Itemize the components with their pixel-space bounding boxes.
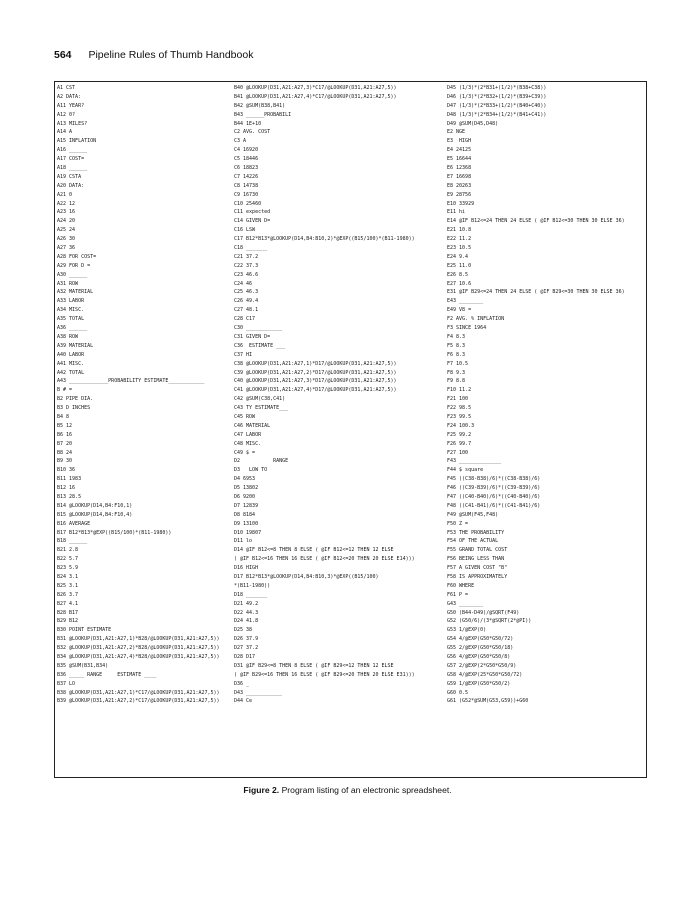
listing-line: B24 3.1 [57,573,79,580]
listing-line: A18 ______ [57,165,88,172]
listing-line: E24 9.4 [447,253,469,260]
listing-line: ( @IF B12<=16 THEN 16 ELSE ( @IF B12<=20 THEN 20 ELSE E14))) [234,556,415,563]
listing-line: C3 A [234,138,247,145]
listing-line: F57 A GIVEN COST "B" [447,565,508,572]
listing-line: E22 11.2 [447,236,472,243]
listing-line: C26 49.4 [234,298,259,305]
listing-line: E6 12368 [447,165,472,172]
listing-line: E3 HIGH [447,138,472,145]
page-number: 564 [54,49,72,61]
listing-line: B34 @LOOKUP(D31,A21:A27,4)*B28/@LOOKUP(D31,A21:A27,5)) [57,654,220,660]
listing-line: C21 37.2 [234,253,259,260]
listing-line: F5 8.3 [447,342,466,349]
listing-line: B16 AVERAGE [57,520,91,527]
listing-line: E23 10.5 [447,245,472,252]
listing-line: A17 COST= [57,156,85,163]
listing-line: A22 12 [57,200,76,207]
listing-line: C43 TY ESTIMATE___ [234,405,289,412]
listing-line: G57 2/@EXP(2*G50*G50/9) [447,662,517,669]
listing-line: F44 $ square [447,467,484,474]
listing-line: F56 BEING LESS THAN [447,556,505,563]
listing-line: A25 24 [57,227,76,234]
listing-line: D17 B12*B13*@LOOKUP(D14,B4:B10,3)*@EXP((B15/100) [234,573,379,580]
listing-line: F54 OF THE ACTUAL [447,538,499,545]
listing-line: A12 0? [57,111,76,118]
listing-line: G55 2/@EXP(G50*G50/18) [447,645,514,652]
listing-line: B27 4.1 [57,600,79,607]
listing-line: D31 @IF B29<=8 THEN 8 ELSE ( @IF B29<=12 THEN 12 ELSE [234,662,394,669]
listing-line: E11 hi [447,209,466,216]
listing-line: C28 C17 [234,316,256,323]
listing-line: F26 99.7 [447,440,472,447]
figure-label: Figure 2. [243,785,280,795]
listing-line: B37 LO [57,680,76,687]
listing-line: A14 A [57,129,73,136]
listing-line: D4 6953 [234,476,256,483]
listing-line: G52 (G50/6)/(3*@SQRT(2*@PI)) [447,618,532,625]
listing-line: D2 RANGE [234,458,289,465]
listing-line: B31 @LOOKUP(D31,A21:A27,1)*B28/@LOOKUP(D31,A21:A27,5)) [57,636,220,643]
listing-line: D21 49.2 [234,600,259,607]
listing-line: C48 MISC. [234,440,262,447]
listing-line: C9 16730 [234,191,259,198]
figure-caption-text: Program listing of an electronic spreadsheet. [281,785,452,795]
listing-line: D27 37.2 [234,645,259,652]
listing-line: B9 30 [57,458,73,465]
listing-line: C24 46 [234,280,253,287]
listing-line: D14 @IF B12<=8 THEN 8 ELSE ( @IF B12<=12 THEN 12 ELSE [234,547,394,554]
listing-line: B5 12 [57,422,73,429]
listing-line: B7 20 [57,440,73,447]
listing-line: A42 TOTAL [57,369,85,376]
listing-line: F46 ((C39-B39)/6)*((C39-B39)/6) [447,485,541,492]
listing-line: D46 (1/3)*(2*B32+(1/2)*(B39+C39)) [447,93,547,100]
listing-line: D3 LOW TO [234,467,268,474]
listing-line: F23 99.5 [447,413,472,420]
listing-line: E25 11.0 [447,262,472,269]
listing-line: F43 ______________ [447,458,502,465]
listing-line: E4 24125 [447,147,472,154]
listing-line: A41 MISC. [57,360,85,367]
listing-line: C5 18446 [234,156,259,163]
listing-line: C18 _______ [234,245,268,252]
listing-line: B12 16 [57,485,76,492]
listing-line: A43 _____________PROBABILITY ESTIMATE____________ [57,378,205,385]
listing-line: B44 1E+10 [234,120,262,127]
listing-line: A19 CSTA [57,173,82,180]
listing-line: B22 5.7 [57,556,79,563]
listing-line: D47 (1/3)*(2*B33+(1/2)*(B40+C40)) [447,102,547,109]
listing-line: B6 16 [57,431,73,438]
listing-line: B11 1983 [57,476,82,483]
listing-line: C47 LABOR [234,431,262,438]
listing-line: B40 @LOOKUP(D31,A21:A27,3)*C17/@LOOKUP(D31,A21:A27,5)) [234,85,397,91]
listing-line: A30 ______ [57,271,88,278]
listing-line: D44 Ce [234,698,253,705]
listing-line: B35 @SUM(B31,B34) [57,662,109,669]
listing-line: F22 98.5 [447,405,472,412]
listing-line: F48 ((C41-B41)/6)*((C41-B41)/6) [447,502,541,509]
listing-line: C25 46.3 [234,289,259,296]
listing-line: A38 ROW [57,333,79,340]
listing-line: D36 _ [234,680,250,687]
listing-line: F4 8.3 [447,333,466,340]
listing-line: D7 12839 [234,502,259,509]
listing-line: E14 @IF B12<=24 THEN 24 ELSE ( @IF B12<=30 THEN 30 ELSE 36) [447,218,625,225]
listing-line: D9 13100 [234,520,259,527]
listing-line: A24 20 [57,218,76,225]
listing-line: C23 46.6 [234,271,259,278]
listing-line: A31 ROW [57,280,79,287]
listing-line: F10 11.2 [447,387,472,394]
listing-line: D48 (1/3)*(2*B34+(1/2)*(B41+C41)) [447,111,547,118]
listing-line: D49 @SUM(D45,D48) [447,120,499,127]
listing-line: C30 ____________ [234,325,283,332]
listing-line: E26 8.5 [447,271,469,278]
listing-line: D5 13802 [234,485,259,492]
listing-line: B3 D INCHES [57,405,91,412]
listing-line: F49 @SUM(F45,F48) [447,511,499,518]
listing-line: B14 @LOOKUP(D14,B4:F10,1) [57,502,133,509]
listing-line: C27 48.1 [234,307,259,314]
listing-line: B36 _____ RANGE ESTIMATE ____ [57,671,157,678]
listing-line: D22 44.3 [234,609,259,616]
listing-line: F47 ((C40-B40)/6)*((C40-B40)/6) [447,493,541,500]
listing-line: C2 AVG. COST [234,129,271,136]
listing-line: ( @IF B29<=16 THEN 16 ELSE ( @IF B29<=20 THEN 20 ELSE E31))) [234,671,415,678]
listing-line: F9 8.8 [447,378,466,385]
listing-line: A15 INFLATION [57,138,97,145]
listing-line: F2 AVG. % INFLATION [447,316,505,323]
listing-line: D10 19807 [234,529,262,536]
listing-line: D8 8184 [234,511,256,518]
listing-line: B15 @LOOKUP(D14,B4:F10,4) [57,511,133,518]
listing-line: A35 TOTAL [57,316,85,323]
listing-line: B8 24 [57,449,73,456]
page-header [54,49,253,61]
listing-line: A1 CST [57,85,76,91]
listing-line: E2 NGE [447,129,466,136]
listing-line: C40 @LOOKUP(D31,A21:A27,3)*D17/@LOOKUP(D31,A21:A27,5)) [234,378,397,385]
listing-line: C16 LSW [234,227,256,234]
listing-line: B # = [57,387,73,394]
listing-line: B17 B12*B13*@EXP((B15/100)*(B11-1980)) [57,529,172,536]
listing-line: C49 $ = [234,449,256,456]
listing-line: A34 MISC. [57,307,85,314]
listing-line: B23 5.9 [57,565,79,572]
listing-line: A32 MATERIAL [57,289,94,296]
listing-line: A33 LABOR [57,298,85,305]
listing-line: B10 36 [57,467,76,474]
listing-line: C42 @SUM(C38,C41) [234,396,286,403]
listing-line: C6 18823 [234,165,259,172]
listing-line: C31 GIVEN D= [234,333,271,340]
listing-line: B4 8 [57,413,70,420]
listing-line: F61 P = [447,591,469,598]
listing-line: F27 100 [447,449,469,456]
listing-line: D16 HIGH [234,565,259,572]
listing-line: G54 4/@EXP(G50*G50/72) [447,636,514,643]
listing-line: A28 FOR COST= [57,253,97,260]
listing-line: C36 ESTIMATE ___ [234,342,286,349]
listing-line: G59 1/@EXP(G50*G50/2) [447,680,511,687]
listing-line: F25 99.2 [447,431,472,438]
listing-line: B25 3.1 [57,582,79,589]
listing-line: G53 1/@EXP(0) [447,627,487,634]
listing-line: G60 0.5 [447,689,469,696]
listing-line: E49 V8 = [447,307,472,314]
listing-line: D28 D17 [234,654,256,660]
listing-line: F45 ((C38-B38)/6)*((C38-B38)/6) [447,476,541,483]
listing-line: B32 @LOOKUP(D31,A21:A27,2)*B28/@LOOKUP(D31,A21:A27,5)) [57,645,220,652]
listing-line: E27 10.6 [447,280,472,287]
listing-line: *(B11-1980)) [234,582,271,589]
listing-line: B43 ______PROBABILI [234,111,292,118]
listing-line: F50 Z = [447,520,469,527]
listing-line: E31 @IF B29<=24 THEN 24 ELSE ( @IF B29<=30 THEN 30 ELSE 36) [447,289,625,296]
listing-line: E8 20263 [447,182,472,189]
listing-line: B13 28.5 [57,493,82,500]
listing-line: G58 4/@EXP(25*G50*G50/72) [447,671,523,678]
listing-line: C17 B12*B13*@LOOKUP(D14,B4:B10,2)*@EXP((B15/100)*(B11-1980)) [234,236,415,243]
listing-line: C45 ROW [234,413,256,420]
listing-line: D24 41.8 [234,618,259,625]
listing-line: A13 MILES? [57,120,88,127]
listing-line: F24 100.3 [447,422,475,429]
listing-line: F6 8.3 [447,351,466,358]
listing-line: A40 LABOR [57,351,85,358]
listing-line: F3 SINCE 1964 [447,325,487,332]
listing-line: C22 37.3 [234,262,259,269]
figure-caption [0,785,695,795]
listing-line: D26 37.9 [234,636,259,643]
listing-line: D45 (1/3)*(2*B31+(1/2)*(B38+C38)) [447,85,547,91]
listing-column-1 [57,84,220,706]
listing-column-2 [234,84,442,706]
listing-line: C10 25460 [234,200,262,207]
listing-line: A20 DATA: [57,182,85,189]
listing-line: B29 B12 [57,618,79,625]
listing-line: G43 ________ [447,600,484,607]
listing-line: F58 IS APPROXIMATELY [447,573,508,580]
listing-line: C8 14738 [234,182,259,189]
listing-line: E9 28756 [447,191,472,198]
listing-column-3 [447,84,645,706]
listing-line: E5 16644 [447,156,472,163]
listing-line: B39 @LOOKUP(D31,A21:A27,2)*C17/@LOOKUP(D31,A21:A27,5)) [57,698,220,705]
listing-line: E7 16698 [447,173,472,180]
listing-line: B28 B17 [57,609,79,616]
listing-line: F55 GRAND TOTAL COST [447,547,508,554]
listing-line: B30 POINT ESTIMATE [57,627,112,634]
listing-line: A16 ______ [57,147,88,154]
listing-line: E10 33929 [447,200,475,207]
listing-line: E43 ________ [447,298,484,305]
listing-line: D25 38 [234,627,253,634]
listing-line: A39 MATERIAL [57,342,94,349]
listing-line: C41 @LOOKUP(D31,A21:A27,4)*D17/@LOOKUP(D31,A21:A27,5)) [234,387,397,394]
listing-line: G56 4/@EXP(G50*G50/8) [447,654,511,660]
listing-line: A21 0 [57,191,73,198]
listing-line: C14 GIVEN D= [234,218,271,225]
listing-line: B38 @LOOKUP(D31,A21:A27,1)*C17/@LOOKUP(D31,A21:A27,5)) [57,689,220,696]
listing-line: C46 MATERIAL [234,422,271,429]
listing-line: B26 3.7 [57,591,79,598]
listing-line: A2 DATA: [57,93,82,100]
listing-line: C4 16920 [234,147,259,154]
listing-line: D18 _______ [234,591,268,598]
listing-line: A26 30 [57,236,76,243]
listing-line: F21 100 [447,396,469,403]
listing-line: A29 FOR D = [57,262,91,269]
listing-line: F7 10.5 [447,360,469,367]
listing-line: F8 9.3 [447,369,466,376]
listing-line: A23 16 [57,209,76,216]
listing-line: C39 @LOOKUP(D31,A21:A27,2)*D17/@LOOKUP(D31,A21:A27,5)) [234,369,397,376]
listing-line: C7 14226 [234,173,259,180]
listing-line: F53 THE PROBABILITY [447,529,505,536]
listing-line: C37 HI [234,351,253,358]
listing-line: A36 ______ [57,325,88,332]
listing-line: B42 @SUM(B38,B41) [234,102,286,109]
listing-line: B21 2.8 [57,547,79,554]
listing-line: A27 36 [57,245,76,252]
listing-line: G50 (B44-D49)/@SQRT(F49) [447,609,520,616]
listing-line: B18 ______ [57,538,88,545]
listing-line: B2 PIPE DIA. [57,396,94,403]
listing-line: G61 (G52*@SUM(G53,G59))+G60 [447,698,529,705]
listing-line: E21 10.8 [447,227,472,234]
listing-line: D43 ____________ [234,689,283,696]
listing-line: C38 @LOOKUP(D31,A21:A27,1)*D17/@LOOKUP(D31,A21:A27,5)) [234,360,397,367]
listing-line: A11 YEAR? [57,102,85,109]
running-title: Pipeline Rules of Thumb Handbook [88,49,254,61]
listing-line: D6 9200 [234,493,256,500]
listing-line: F60 WHERE [447,582,475,589]
listing-line: B41 @LOOKUP(D31,A21:A27,4)*C17/@LOOKUP(D31,A21:A27,5)) [234,93,397,100]
listing-line: C11 expected [234,209,271,216]
listing-line: D11 lo [234,538,253,545]
